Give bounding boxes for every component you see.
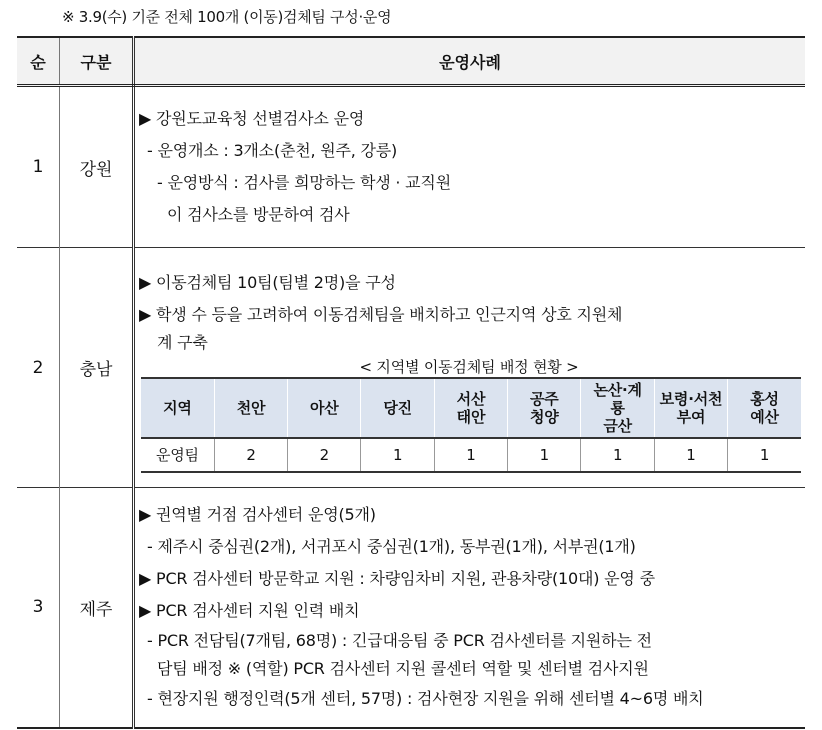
sub-value-teams: 2 [288,438,361,472]
case-line: 이 검사소를 방문하여 검사 [167,205,350,224]
case-line: ▶ 이동검체팀 10팀(팀별 2명)을 구성 [139,272,396,292]
case-line: ▶ 권역별 거점 검사센터 운영(5개) [139,505,376,525]
case-line: - PCR 전담팀(7개팀, 68명) : 긴급대응팀 중 PCR 검사센터를 지원하는 전 [147,631,652,651]
row-body [134,488,806,728]
sub-value-teams: 1 [361,438,434,472]
sub-header-region: 서산 태안 [434,378,507,438]
case-line: - 현장지원 행정인력(5개 센터, 57명) : 검사현장 지원을 위해 센터별 4~6명 배치 [147,689,704,709]
sub-table-value-row [141,438,801,472]
row-body [134,86,806,248]
case-line: ▶ PCR 검사센터 방문학교 지원 : 차량임차비 지원, 관용차량(10대) 운영 중 [139,569,655,589]
sub-table-caption: < 지역별 이동검체팀 배정 현황 > [359,357,579,376]
table-row [17,248,805,488]
table-row [17,86,805,248]
sub-value-teams: 1 [434,438,507,472]
header-region: 구분 [60,37,134,86]
case-line: - 제주시 중심권(2개), 서귀포시 중심권(1개), 동부권(1개), 서부권(1개) [147,537,636,557]
sub-table-header-row [141,378,801,438]
operations-table [17,36,805,729]
header-cases: 운영사례 [134,37,806,86]
case-line: 계 구축 [157,332,208,352]
sub-header-region: 논산·계 룡 금산 [581,378,654,438]
sub-value-label: 운영팀 [141,438,214,472]
row-region: 제주 [60,488,134,728]
case-line: ▶ PCR 검사센터 지원 인력 배치 [139,601,360,621]
sub-value-teams: 1 [654,438,727,472]
sub-value-teams: 2 [214,438,287,472]
case-line: 담팀 배정 ※ (역할) PCR 검사센터 지원 콜센터 역할 및 센터별 검사지원 [157,659,649,679]
table-note: ※ 3.9(수) 기준 전체 100개 (이동)검체팀 구성·운영 [62,8,392,26]
sub-value-teams: 1 [581,438,654,472]
sub-header-region: 공주 청양 [508,378,581,438]
table-header-row [17,37,805,86]
row-num: 3 [17,488,60,728]
team-allocation-table [141,377,801,473]
case-line: - 운영개소 : 3개소(춘천, 원주, 강릉) [147,141,398,160]
row-body [134,248,806,488]
case-line: ▶ 강원도교육청 선별검사소 운영 [139,109,365,128]
table-row [17,488,805,728]
row-num: 1 [17,86,60,248]
sub-header-region: 당진 [361,378,434,438]
sub-header-region: 아산 [288,378,361,438]
sub-value-teams: 1 [508,438,581,472]
header-num: 순 [17,37,60,86]
sub-header-region-label: 지역 [141,378,214,438]
row-num: 2 [17,248,60,488]
case-line: - 운영방식 : 검사를 희망하는 학생 · 교직원 [157,173,451,192]
sub-header-region: 홍성 예산 [728,378,801,438]
sub-header-region: 보령·서천 부여 [654,378,727,438]
row-region: 강원 [60,86,134,248]
row-region: 충남 [60,248,134,488]
sub-header-region: 천안 [214,378,287,438]
case-line: ▶ 학생 수 등을 고려하여 이동검체팀을 배치하고 인근지역 상호 지원체 [139,304,623,324]
sub-value-teams: 1 [728,438,801,472]
